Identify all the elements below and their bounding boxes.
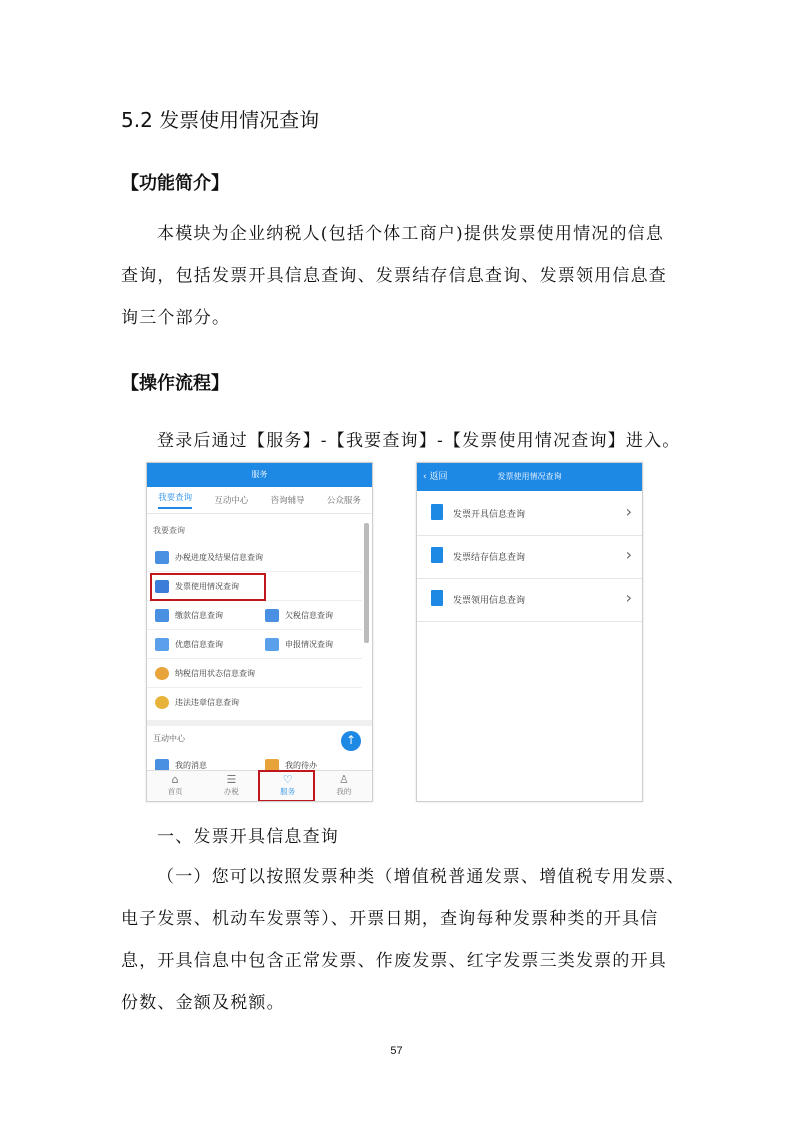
- item-label-messages[interactable]: 我的消息: [175, 761, 207, 770]
- invoice-query-screen: [416, 462, 643, 802]
- sub-heading: 一、发票开具信息查询: [157, 827, 339, 847]
- chevron-right-icon: ›: [625, 545, 632, 564]
- item-label-todo[interactable]: 我的待办: [285, 761, 317, 770]
- home-icon: ⌂: [171, 773, 179, 786]
- service-title-bar: 服务: [147, 463, 372, 487]
- intro-paragraph: 本模块为企业纳税人(包括个体工商户)提供发票使用情况的信息查询，包括发票开具信息查询、发票结存信息查询、发票领用信息查询三个部分。: [121, 224, 667, 328]
- scrollbar[interactable]: [364, 523, 369, 643]
- group-divider: [147, 720, 372, 726]
- nav-home[interactable]: ⌂ 首页: [147, 771, 203, 801]
- highlight-box-invoice: [150, 573, 266, 601]
- process-line: 登录后通过【服务】-【我要查询】-【发票使用情况查询】进入。: [157, 431, 681, 451]
- chevron-right-icon: ›: [625, 588, 632, 607]
- invoice-title-bar: [417, 463, 642, 491]
- detail-line-1: （一）您可以按照发票种类（增值税普通发票、增值税专用发票、: [157, 867, 685, 887]
- item-label: 纳税信用状态信息查询: [175, 669, 255, 678]
- arrears-icon: [265, 609, 279, 622]
- group-label-query: 我要查询: [153, 526, 185, 535]
- list-row-payment-arrears: [147, 601, 362, 630]
- person-icon: ♙: [338, 773, 349, 786]
- document-icon: [431, 504, 443, 520]
- tab-consult[interactable]: 咨询辅导: [270, 496, 305, 506]
- nav-tax[interactable]: ☰ 办税: [203, 771, 259, 801]
- page-number: 57: [390, 1045, 403, 1057]
- section-title: 5.2 发票使用情况查询: [121, 108, 320, 132]
- process-heading: 【操作流程】: [121, 373, 229, 394]
- item-label-preferential[interactable]: 优惠信息查询: [175, 640, 223, 649]
- service-tabs: [147, 487, 372, 514]
- heart-icon: ♡: [282, 773, 293, 786]
- nav-service[interactable]: ♡ 服务: [260, 771, 316, 801]
- payment-icon: [155, 609, 169, 622]
- tab-public[interactable]: 公众服务: [326, 496, 361, 506]
- item-label-payment[interactable]: 缴款信息查询: [175, 611, 223, 620]
- intro-heading: 【功能简介】: [121, 173, 229, 194]
- declaration-icon: [265, 638, 279, 651]
- service-screen: [146, 462, 373, 802]
- list-item-progress[interactable]: [147, 543, 362, 572]
- document-icon: [431, 547, 443, 563]
- chevron-right-icon: ›: [625, 502, 632, 521]
- item-label-declaration[interactable]: 申报情况查询: [285, 640, 333, 649]
- violation-icon: [155, 696, 169, 709]
- item-label-arrears[interactable]: 欠税信息查询: [285, 611, 333, 620]
- invoice-screen-title: 发票使用情况查询: [497, 472, 562, 481]
- detail-line-3: 息，开具信息中包含正常发票、作废发票、红字发票三类发票的开具: [121, 951, 667, 971]
- item-label: 违法违章信息查询: [175, 698, 239, 707]
- list-item-stock[interactable]: [417, 535, 642, 579]
- document-icon: [431, 590, 443, 606]
- detail-line-2: 电子发票、机动车发票等）、开票日期，查询每种发票种类的开具信: [121, 909, 659, 929]
- list-item-violation[interactable]: [147, 688, 362, 716]
- preferential-icon: [155, 638, 169, 651]
- list-row-preferential-declaration: [147, 630, 362, 659]
- item-label: 发票领用信息查询: [453, 596, 526, 606]
- list-item-credit[interactable]: [147, 659, 362, 688]
- item-label: 发票使用情况查询: [175, 582, 239, 591]
- back-button[interactable]: ‹ 返回: [423, 472, 448, 482]
- tab-query[interactable]: 我要查询: [158, 491, 192, 509]
- list-item-receive[interactable]: [417, 578, 642, 622]
- item-label: 发票结存信息查询: [453, 553, 526, 563]
- credit-icon: [155, 667, 169, 680]
- nav-mine[interactable]: ♙ 我的: [316, 771, 372, 801]
- list-icon: ☰: [226, 773, 237, 786]
- tab-interaction[interactable]: 互动中心: [214, 496, 249, 506]
- item-label: 办税进度及结果信息查询: [175, 553, 263, 562]
- detail-line-4: 份数、金额及税额。: [121, 993, 285, 1013]
- list-item-issue[interactable]: [417, 492, 642, 536]
- item-label: 发票开具信息查询: [453, 510, 526, 520]
- progress-icon: [155, 551, 169, 564]
- scroll-top-button[interactable]: ↑: [341, 731, 361, 751]
- group-label-interaction: 互动中心: [153, 734, 185, 743]
- highlight-box-service: [258, 770, 315, 802]
